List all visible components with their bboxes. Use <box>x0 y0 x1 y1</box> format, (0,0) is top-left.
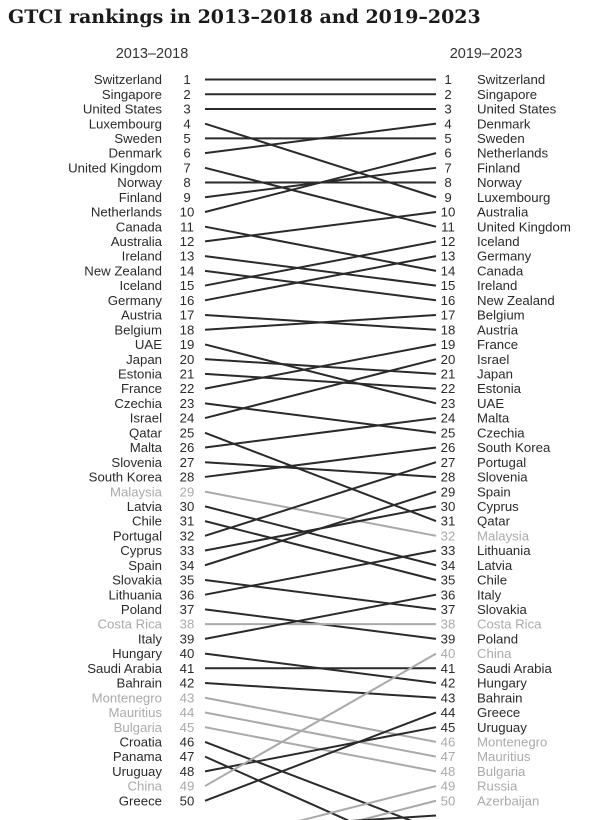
slope-line-new-zealand <box>205 271 436 300</box>
left-country-label: Belgium <box>114 322 162 338</box>
right-rank-number: 27 <box>440 454 456 470</box>
slope-line-united-kingdom <box>205 168 436 227</box>
right-country-label: Slovenia <box>477 469 528 485</box>
right-rank-number: 4 <box>444 116 452 132</box>
right-rank-number: 32 <box>440 528 456 544</box>
right-country-label: Finland <box>477 160 521 176</box>
left-country-label: Japan <box>126 351 162 367</box>
right-rank-number: 35 <box>440 572 456 588</box>
right-rank-number: 2 <box>444 86 452 102</box>
left-rank-number: 15 <box>179 278 195 294</box>
left-country-label: Panama <box>112 749 162 765</box>
right-rank-number: 48 <box>440 763 456 779</box>
slope-line-italy <box>205 595 436 639</box>
right-country-label: Netherlands <box>477 145 549 161</box>
left-rank-number: 3 <box>183 101 191 117</box>
left-country-label: Costa Rica <box>97 616 162 632</box>
left-rank-number: 13 <box>179 248 195 264</box>
right-country-label: Malaysia <box>477 528 530 544</box>
right-rank-number: 29 <box>440 484 456 500</box>
left-rank-number: 32 <box>179 528 195 544</box>
left-rank-number: 29 <box>179 484 195 500</box>
left-country-label: Slovakia <box>112 572 162 588</box>
left-country-label: Netherlands <box>90 204 162 220</box>
right-country-label: Portugal <box>477 454 527 470</box>
right-country-label: Italy <box>477 587 502 603</box>
right-rank-number: 45 <box>440 719 456 735</box>
left-rank-number: 47 <box>179 749 195 765</box>
left-rank-number: 37 <box>179 602 195 618</box>
left-rank-number: 17 <box>179 307 195 323</box>
left-period-header: 2013–2018 <box>115 46 189 62</box>
right-rank-number: 49 <box>440 778 456 794</box>
right-country-label: Lithuania <box>477 543 531 559</box>
right-country-label: Belgium <box>477 307 525 323</box>
left-country-label: Norway <box>117 175 162 191</box>
left-country-label: Israel <box>129 410 162 426</box>
right-rank-number: 16 <box>440 292 456 308</box>
left-country-label: UAE <box>134 337 162 353</box>
right-country-label: Mauritius <box>477 749 531 765</box>
left-rank-number: 20 <box>179 351 195 367</box>
left-rank-number: 8 <box>183 175 191 191</box>
right-country-label: Switzerland <box>477 72 546 88</box>
left-country-label: New Zealand <box>84 263 162 279</box>
left-country-label: Croatia <box>119 734 162 750</box>
right-rank-number: 13 <box>440 248 456 264</box>
left-rank-number: 31 <box>179 513 195 529</box>
left-country-label: Malta <box>129 440 162 456</box>
right-country-label: Sweden <box>477 130 525 146</box>
right-rank-number: 6 <box>444 145 452 161</box>
right-rank-number: 31 <box>440 513 456 529</box>
right-rank-number: 43 <box>440 690 456 706</box>
slope-line-israel <box>205 359 436 418</box>
left-rank-number: 25 <box>179 425 195 441</box>
right-country-label: Bahrain <box>477 690 523 706</box>
left-rank-number: 9 <box>183 189 191 205</box>
left-rank-number: 10 <box>179 204 195 220</box>
slope-line-ireland <box>205 256 436 285</box>
right-rank-number: 30 <box>440 498 456 514</box>
left-rank-number: 14 <box>179 263 195 279</box>
left-country-label: Iceland <box>119 278 162 294</box>
left-rank-number: 33 <box>179 543 195 559</box>
right-period-header: 2019–2023 <box>449 46 523 62</box>
right-rank-number: 19 <box>440 337 456 353</box>
right-country-label: Australia <box>477 204 529 220</box>
right-rank-number: 17 <box>440 307 456 323</box>
right-country-label: Azerbaijan <box>477 793 540 809</box>
right-country-label: Czechia <box>477 425 525 441</box>
left-rank-number: 5 <box>183 130 191 146</box>
right-country-label: Costa Rica <box>477 616 542 632</box>
left-rank-number: 4 <box>183 116 191 132</box>
left-rank-number: 40 <box>179 646 195 662</box>
right-rank-number: 23 <box>440 395 456 411</box>
right-rank-number: 25 <box>440 425 456 441</box>
left-country-label: Chile <box>131 513 162 529</box>
right-country-label: Luxembourg <box>477 189 551 205</box>
right-rank-number: 39 <box>440 631 456 647</box>
left-country-label: Singapore <box>101 86 162 102</box>
left-country-label: Bahrain <box>116 675 162 691</box>
right-rank-number: 41 <box>440 660 456 676</box>
right-country-label: Canada <box>477 263 524 279</box>
left-rank-number: 44 <box>179 705 195 721</box>
left-country-label: Ireland <box>121 248 162 264</box>
left-rank-number: 27 <box>179 454 195 470</box>
right-country-label: Iceland <box>477 234 520 250</box>
right-rank-number: 40 <box>440 646 456 662</box>
left-country-label: Germany <box>107 292 162 308</box>
right-country-label: France <box>477 337 519 353</box>
right-rank-number: 26 <box>440 440 456 456</box>
left-rank-number: 19 <box>179 337 195 353</box>
right-country-label: Spain <box>477 484 511 500</box>
left-country-label: Uruguay <box>112 763 162 779</box>
right-country-label: Austria <box>477 322 519 338</box>
left-country-label: Montenegro <box>91 690 162 706</box>
slope-line-rank-53 <box>205 786 436 820</box>
left-country-label: Lithuania <box>108 587 162 603</box>
left-rank-number: 22 <box>179 381 195 397</box>
right-country-label: Slovakia <box>477 602 527 618</box>
left-country-label: Denmark <box>108 145 162 161</box>
left-country-label: Slovenia <box>111 454 162 470</box>
right-country-label: New Zealand <box>477 292 555 308</box>
slope-line-australia <box>205 212 436 241</box>
right-country-label: Latvia <box>477 557 513 573</box>
right-rank-number: 46 <box>440 734 456 750</box>
right-rank-number: 12 <box>440 234 456 250</box>
slope-line-malta <box>205 418 436 447</box>
right-country-label: China <box>477 646 512 662</box>
left-country-label: South Korea <box>88 469 162 485</box>
right-country-label: Singapore <box>477 86 538 102</box>
right-country-label: Denmark <box>477 116 531 132</box>
right-rank-number: 50 <box>440 793 456 809</box>
left-rank-number: 43 <box>179 690 195 706</box>
left-country-label: United Kingdom <box>68 160 162 176</box>
left-country-label: Portugal <box>112 528 162 544</box>
left-country-label: Spain <box>128 557 162 573</box>
right-country-label: Russia <box>477 778 518 794</box>
right-rank-number: 3 <box>444 101 452 117</box>
right-rank-number: 8 <box>444 175 452 191</box>
left-rank-number: 41 <box>179 660 195 676</box>
left-country-label: Poland <box>120 602 162 618</box>
slope-line-lithuania <box>205 551 436 595</box>
left-country-label: Australia <box>110 234 162 250</box>
left-country-label: France <box>120 381 162 397</box>
right-rank-number: 10 <box>440 204 456 220</box>
left-country-label: Latvia <box>126 498 162 514</box>
left-country-label: Finland <box>118 189 162 205</box>
right-country-label: Greece <box>477 705 521 721</box>
left-rank-number: 23 <box>179 395 195 411</box>
right-country-label: Poland <box>477 631 519 647</box>
right-rank-number: 36 <box>440 587 456 603</box>
left-rank-number: 35 <box>179 572 195 588</box>
right-rank-number: 7 <box>444 160 452 176</box>
right-rank-number: 38 <box>440 616 456 632</box>
right-rank-number: 37 <box>440 602 456 618</box>
right-rank-number: 5 <box>444 130 452 146</box>
left-rank-number: 49 <box>179 778 195 794</box>
right-rank-number: 24 <box>440 410 456 426</box>
slope-line-qatar <box>205 433 436 521</box>
slope-line-greece <box>205 712 436 800</box>
right-rank-number: 42 <box>440 675 456 691</box>
left-country-label: Greece <box>118 793 162 809</box>
right-country-label: South Korea <box>477 440 551 456</box>
left-country-label: Sweden <box>114 130 162 146</box>
right-country-label: Malta <box>477 410 510 426</box>
left-rank-number: 42 <box>179 675 195 691</box>
right-rank-number: 33 <box>440 543 456 559</box>
left-country-label: Hungary <box>112 646 162 662</box>
slope-line-czechia <box>205 403 436 432</box>
right-country-label: Saudi Arabia <box>477 660 552 676</box>
left-rank-number: 11 <box>180 219 194 235</box>
right-rank-number: 15 <box>440 278 456 294</box>
left-rank-number: 7 <box>183 160 191 176</box>
left-country-label: Qatar <box>129 425 162 441</box>
right-country-label: Ireland <box>477 278 518 294</box>
right-rank-number: 44 <box>440 705 456 721</box>
right-rank-number: 34 <box>440 557 456 573</box>
right-country-label: Cyprus <box>477 498 519 514</box>
right-country-label: Bulgaria <box>477 763 526 779</box>
left-country-label: Luxembourg <box>88 116 162 132</box>
left-rank-number: 12 <box>179 234 195 250</box>
slope-line-slovakia <box>205 580 436 609</box>
right-country-label: Hungary <box>477 675 527 691</box>
left-rank-number: 36 <box>179 587 195 603</box>
slope-line-uae <box>205 344 436 403</box>
right-country-label: Uruguay <box>477 719 527 735</box>
left-country-label: Canada <box>115 219 162 235</box>
right-rank-number: 21 <box>440 366 456 382</box>
left-rank-number: 48 <box>179 763 195 779</box>
left-rank-number: 28 <box>179 469 195 485</box>
right-country-label: UAE <box>477 395 505 411</box>
right-country-label: United States <box>477 101 557 117</box>
left-country-label: Italy <box>137 631 162 647</box>
left-country-label: Austria <box>120 307 162 323</box>
left-rank-number: 18 <box>179 322 195 338</box>
right-country-label: United Kingdom <box>477 219 571 235</box>
slope-lines <box>205 80 436 820</box>
slope-line-luxembourg <box>205 124 436 198</box>
right-country-label: Qatar <box>477 513 510 529</box>
chart-title: GTCI rankings in 2013–2018 and 2019–2023 <box>8 6 481 28</box>
left-rank-number: 50 <box>179 793 195 809</box>
left-country-label: Bulgaria <box>113 719 162 735</box>
right-rank-number: 47 <box>440 749 456 765</box>
left-country-label: China <box>127 778 162 794</box>
right-country-label: Japan <box>477 366 513 382</box>
left-rank-number: 2 <box>183 86 191 102</box>
right-country-label: Chile <box>477 572 508 588</box>
left-rank-number: 1 <box>183 72 191 88</box>
left-rank-number: 45 <box>179 719 195 735</box>
slope-line-bahrain <box>205 683 436 698</box>
left-country-label: United States <box>82 101 162 117</box>
left-rank-number: 21 <box>179 366 195 382</box>
left-rank-number: 46 <box>179 734 195 750</box>
right-rank-number: 14 <box>440 263 456 279</box>
right-country-label: Germany <box>477 248 532 264</box>
right-rank-number: 20 <box>440 351 456 367</box>
right-rank-number: 11 <box>441 219 455 235</box>
right-country-label: Norway <box>477 175 522 191</box>
left-rank-number: 26 <box>179 440 195 456</box>
slope-line-slovenia <box>205 462 436 477</box>
left-rank-number: 6 <box>183 145 191 161</box>
right-country-label: Estonia <box>477 381 521 397</box>
right-country-label: Montenegro <box>477 734 548 750</box>
left-country-label: Czechia <box>114 395 162 411</box>
left-rank-number: 16 <box>179 292 195 308</box>
right-rank-number: 18 <box>440 322 456 338</box>
left-country-label: Malaysia <box>109 484 162 500</box>
right-rank-number: 9 <box>444 189 452 205</box>
left-country-label: Cyprus <box>120 543 162 559</box>
left-rank-number: 39 <box>179 631 195 647</box>
left-country-label: Estonia <box>118 366 162 382</box>
left-rank-number: 34 <box>179 557 195 573</box>
left-country-label: Saudi Arabia <box>87 660 162 676</box>
right-rank-number: 28 <box>440 469 456 485</box>
left-rank-number: 38 <box>179 616 195 632</box>
left-rank-number: 24 <box>179 410 195 426</box>
right-rank-number: 22 <box>440 381 456 397</box>
right-country-label: Israel <box>477 351 510 367</box>
left-rank-number: 30 <box>179 498 195 514</box>
left-country-label: Mauritius <box>108 705 162 721</box>
left-country-label: Switzerland <box>93 72 162 88</box>
right-rank-number: 1 <box>444 72 452 88</box>
